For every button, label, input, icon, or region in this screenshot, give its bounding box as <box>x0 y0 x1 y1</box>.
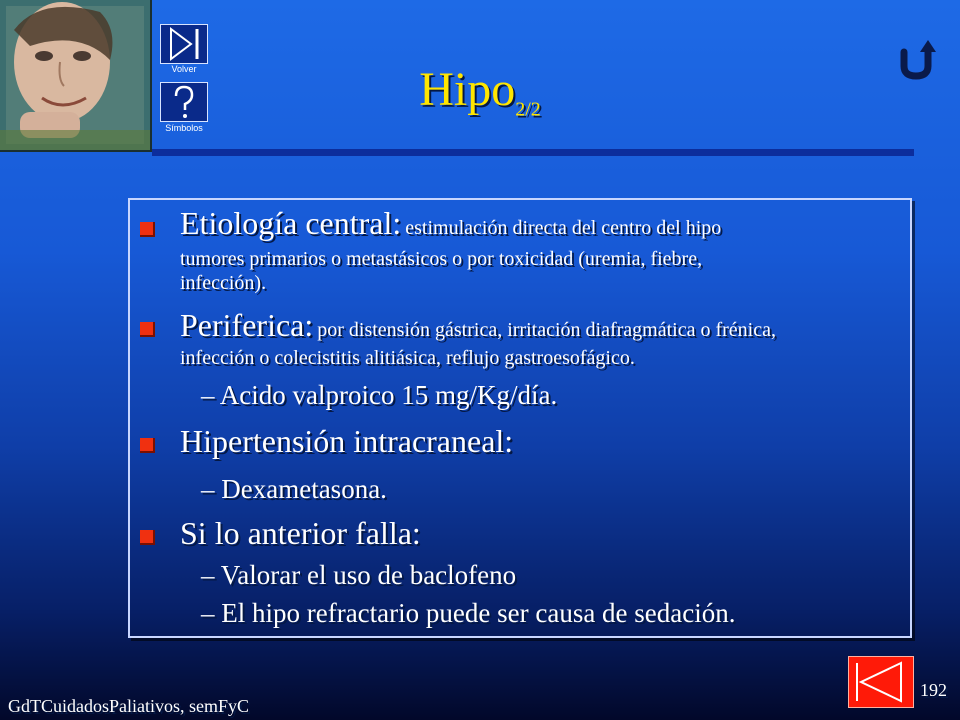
bullet-icon <box>140 530 155 545</box>
sub-item: – Valorar el uso de baclofeno <box>201 560 517 590</box>
page-title <box>0 62 960 122</box>
page-number: 192 <box>920 680 947 700</box>
simbolos-label: Símbolos <box>165 123 203 133</box>
sub-item: – El hipo refractario puede ser causa de sedación. <box>201 598 736 628</box>
volver-button[interactable] <box>160 24 208 64</box>
item-heading: Etiología central: <box>180 205 402 241</box>
sub-item-text: Valorar el uso de baclofeno <box>220 560 517 590</box>
list-item-etiologia <box>180 206 900 240</box>
title-sub: 2/2 <box>515 98 541 121</box>
sub-item: – Acido valproico 15 mg/Kg/día. <box>201 380 558 410</box>
bullet-icon <box>140 222 155 237</box>
item-text: infección). <box>180 272 267 294</box>
item-heading: Hipertensión intracraneal: <box>180 423 514 459</box>
sub-item-text: Acido valproico 15 mg/Kg/día. <box>219 380 558 410</box>
back-arrow-icon <box>849 657 913 707</box>
item-text: por distensión gástrica, irritación diafragmática o frénica, <box>317 319 776 341</box>
list-item-periferica <box>180 308 900 342</box>
forward-icon <box>161 25 207 63</box>
back-button[interactable] <box>848 656 914 708</box>
bullet-icon <box>140 438 155 453</box>
item-text: tumores primarios o metastásicos o por toxicidad (uremia, fiebre, <box>180 248 703 270</box>
sub-item-text: El hipo refractario puede ser causa de sedación. <box>221 598 736 628</box>
sub-item-text: Dexametasona. <box>221 474 387 504</box>
volver-label: Volver <box>171 64 197 74</box>
item-text: infección o colecistitis alitiásica, reflujo gastroesofágico. <box>180 347 635 369</box>
title-divider <box>152 149 914 156</box>
item-heading: Si lo anterior falla: <box>180 515 421 551</box>
bullet-icon <box>140 322 155 337</box>
item-heading: Periferica: <box>180 307 314 343</box>
footer-credit: GdTCuidadosPaliativos, semFyC <box>8 696 250 716</box>
item-text: estimulación directa del centro del hipo <box>405 217 722 239</box>
title-main: Hipo <box>419 63 516 116</box>
sub-item: – Dexametasona. <box>201 474 387 504</box>
